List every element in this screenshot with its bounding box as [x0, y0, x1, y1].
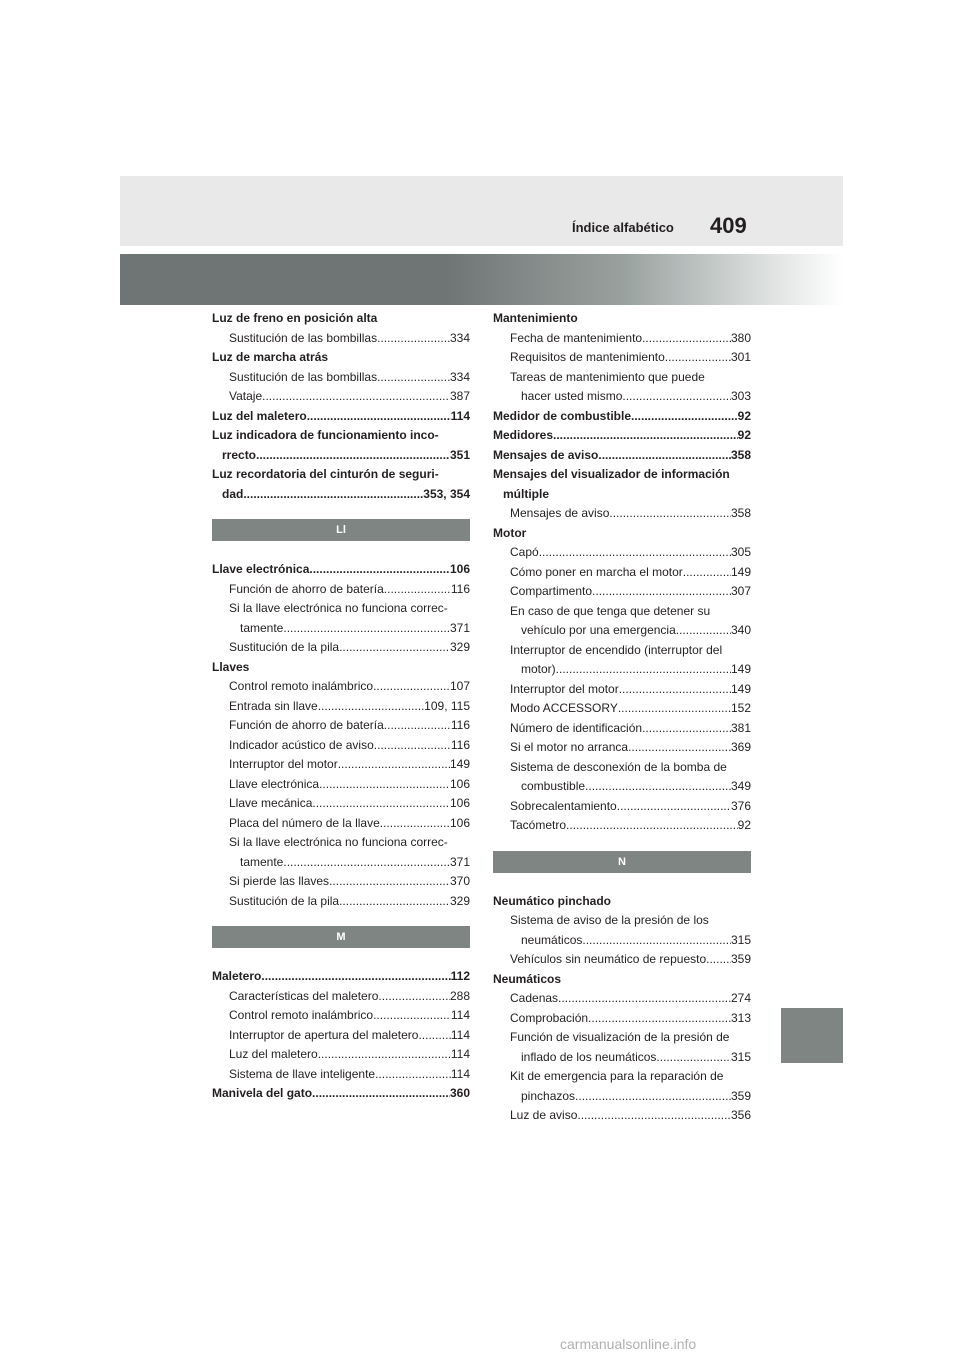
index-entry [212, 1045, 470, 1065]
index-entry-page: 106 [449, 776, 470, 791]
index-entry [493, 524, 751, 544]
leader-dots [656, 1048, 731, 1068]
leader-dots [312, 1084, 450, 1104]
index-entry-label: Motor [493, 525, 527, 540]
index-entry [493, 446, 751, 466]
leader-dots [329, 872, 450, 892]
index-entry-page: 149 [730, 564, 751, 579]
leader-dots [307, 407, 451, 427]
index-entry-label: Luz indicadora de funcionamiento inco- [212, 428, 439, 442]
index-entry-label: neumáticos [521, 932, 583, 947]
letter-divider: M [212, 926, 470, 948]
index-entry-label: vehículo por una emergencia [521, 623, 676, 637]
index-entry [212, 619, 470, 639]
leader-dots [309, 560, 450, 580]
index-entry [212, 446, 470, 466]
index-entry [212, 465, 470, 485]
leader-dots [558, 989, 731, 1009]
index-entry-page: 313 [730, 1010, 751, 1025]
index-entry-page: 334 [449, 369, 470, 384]
index-entry-label: Número de identificación [510, 720, 643, 735]
index-entry [212, 697, 470, 717]
index-entry [212, 814, 470, 834]
leader-dots [319, 775, 450, 795]
index-entry [212, 560, 470, 580]
index-entry-label: Manivela del gato [212, 1086, 313, 1100]
index-entry-label: rrecto [222, 447, 257, 462]
index-entry [212, 833, 470, 853]
index-entry [493, 950, 751, 970]
index-entry-page: 381 [730, 720, 751, 735]
leader-dots [418, 1026, 450, 1046]
leader-dots [384, 580, 451, 600]
leader-dots [566, 816, 738, 836]
index-entry-page: 340 [730, 623, 751, 637]
index-entry [212, 348, 470, 368]
index-entry-label: Luz de aviso [510, 1108, 578, 1122]
leader-dots [585, 777, 731, 797]
index-entry-label: Si pierde las llaves [229, 874, 330, 888]
index-entry-label: Mensajes de aviso [493, 447, 599, 462]
index-entry [212, 794, 470, 814]
index-entry-label: hacer usted mismo [521, 389, 623, 403]
leader-dots [377, 329, 450, 349]
leader-dots [384, 716, 451, 736]
index-entry [493, 738, 751, 758]
index-entry [212, 426, 470, 446]
leader-dots [318, 1045, 451, 1065]
index-entry [212, 872, 470, 892]
index-entry-page: 92 [737, 818, 751, 832]
leader-dots [598, 446, 731, 466]
index-entry-page: 288 [449, 988, 470, 1003]
leader-dots [617, 797, 731, 817]
index-entry-label: Vataje [229, 389, 263, 403]
index-entry-label: múltiple [503, 486, 550, 501]
index-entry [212, 1065, 470, 1085]
letter-divider: Ll [212, 519, 470, 541]
index-entry-label: Interruptor de encendido (interruptor del [510, 642, 723, 657]
leader-dots [243, 485, 423, 505]
index-entry-page: 149 [730, 681, 751, 696]
index-entry [493, 1106, 751, 1126]
index-column-right [493, 309, 751, 1126]
index-entry-label: Llave electrónica [229, 776, 320, 791]
leader-dots [256, 446, 450, 466]
leader-dots [374, 736, 451, 756]
index-entry [493, 970, 751, 990]
index-entry-label: Luz recordatoria del cinturón de seguri- [212, 467, 439, 481]
index-entry [493, 348, 751, 368]
leader-dots [283, 853, 450, 873]
index-entry-page: 351 [449, 447, 470, 462]
index-entry-label: Placa del número de la llave [229, 815, 380, 830]
index-entry-label: Interruptor del motor [510, 681, 619, 696]
index-entry [493, 465, 751, 485]
index-entry [212, 387, 470, 407]
leader-dots [539, 543, 731, 563]
index-entry-label: tamente [240, 620, 284, 635]
leader-dots [339, 638, 450, 658]
index-entry [493, 504, 751, 524]
index-entry-label: Sustitución de las bombillas [229, 330, 378, 345]
index-entry-label: Si la llave electrónica no funciona correc- [229, 835, 448, 849]
index-entry [212, 892, 470, 912]
index-entry-label: Si la llave electrónica no funciona correc- [229, 601, 448, 615]
index-entry-label: Sustitución de las bombillas [229, 369, 378, 384]
index-entry [212, 755, 470, 775]
index-entry-page: 114 [450, 1066, 470, 1081]
index-entry-page: 305 [730, 545, 751, 559]
index-entry-label: Indicador acústico de aviso [229, 737, 374, 752]
index-entry-label: Neumáticos [493, 971, 562, 986]
index-entry [493, 699, 751, 719]
index-entry [212, 599, 470, 619]
index-entry [212, 1006, 470, 1026]
index-entry-label: Comprobación [510, 1010, 589, 1025]
leader-dots [575, 1087, 731, 1107]
leader-dots [261, 967, 450, 987]
index-entry [493, 797, 751, 817]
index-entry [493, 1067, 751, 1087]
index-entry-page: 329 [449, 893, 470, 908]
index-entry [212, 716, 470, 736]
index-entry-label: Neumático pinchado [493, 893, 612, 908]
index-entry-label: Luz del maletero [212, 408, 307, 423]
leader-dots [283, 619, 450, 639]
index-entry [493, 1009, 751, 1029]
index-entry-page: 92 [737, 428, 751, 442]
index-entry-label: Medidores [493, 428, 554, 442]
leader-dots [380, 814, 450, 834]
index-entry-page: 116 [450, 737, 470, 752]
index-entry-page: 387 [449, 389, 470, 403]
index-entry-label: Sobrecalentamiento [510, 798, 617, 813]
index-entry [212, 329, 470, 349]
index-entry [493, 719, 751, 739]
index-entry [212, 638, 470, 658]
index-entry [493, 543, 751, 563]
index-entry [493, 368, 751, 388]
index-entry-page: 114 [450, 1027, 470, 1042]
leader-dots [339, 892, 450, 912]
index-entry [493, 309, 751, 329]
index-entry-page: 380 [730, 330, 751, 345]
index-entry [212, 775, 470, 795]
index-entry-label: Tareas de mantenimiento que puede [510, 369, 705, 384]
leader-dots [582, 931, 731, 951]
index-entry [493, 563, 751, 583]
index-entry-page: 109, 115 [424, 698, 470, 713]
index-entry-page: 376 [730, 798, 751, 813]
index-entry-page: 329 [449, 640, 470, 654]
leader-dots [642, 719, 731, 739]
index-entry [493, 426, 751, 446]
index-entry [493, 1048, 751, 1068]
index-entry-label: Capó [510, 545, 539, 559]
index-entry [212, 407, 470, 427]
index-entry [212, 736, 470, 756]
index-entry-page: 359 [730, 952, 751, 966]
index-entry [212, 309, 470, 329]
index-entry-label: Maletero [212, 969, 262, 983]
index-entry [493, 407, 751, 427]
index-entry [493, 387, 751, 407]
page-number: 409 [710, 213, 747, 238]
leader-dots [592, 582, 731, 602]
index-entry-page: 371 [449, 620, 470, 635]
index-entry-label: Compartimento [510, 584, 593, 598]
index-entry [493, 641, 751, 661]
index-entry [493, 777, 751, 797]
index-entry [212, 658, 470, 678]
index-entry-label: Control remoto inalámbrico [229, 1008, 374, 1022]
index-entry-page: 303 [730, 389, 751, 403]
leader-dots [262, 387, 450, 407]
leader-dots [622, 387, 731, 407]
index-entry-page: 371 [449, 854, 470, 869]
index-entry-label: Características del maletero [229, 988, 379, 1003]
index-entry [212, 580, 470, 600]
index-entry-page: 307 [730, 584, 751, 598]
index-entry-label: Llave mecánica [229, 796, 313, 810]
index-entry [212, 368, 470, 388]
leader-dots [373, 677, 450, 697]
index-entry-label: Entrada sin llave [229, 698, 318, 713]
index-entry-page: 114 [450, 1047, 470, 1061]
index-entry-label: Si el motor no arranca [510, 740, 629, 754]
leader-dots [588, 1009, 731, 1029]
index-entry [212, 967, 470, 987]
thumb-index-tab [781, 1008, 843, 1063]
index-column-left [212, 309, 470, 1104]
index-entry-page: 149 [730, 662, 751, 676]
leader-dots [553, 426, 738, 446]
index-entry [493, 1087, 751, 1107]
index-entry-page: 315 [730, 1049, 751, 1064]
index-entry-label: Luz del maletero [229, 1047, 318, 1061]
index-entry [493, 931, 751, 951]
index-entry [493, 660, 751, 680]
index-entry-label: Kit de emergencia para la reparación de [510, 1069, 724, 1083]
index-entry-label: Mensajes del visualizador de información [493, 467, 730, 481]
index-entry-label: Llaves [212, 659, 250, 674]
index-entry-page: 359 [730, 1088, 751, 1103]
leader-dots [377, 368, 450, 388]
index-entry-page: 149 [449, 757, 470, 771]
index-entry-label: En caso de que tenga que detener su [510, 603, 711, 618]
index-entry-label: Control remoto inalámbrico [229, 679, 374, 693]
index-entry-page: 116 [450, 718, 470, 732]
index-entry-label: Sustitución de la pila [229, 640, 340, 654]
index-entry-page: 353, 354 [423, 486, 470, 501]
index-entry-label: dad [222, 486, 244, 501]
index-entry-page: 358 [730, 447, 751, 462]
leader-dots [609, 504, 731, 524]
index-entry-label: combustible [521, 779, 586, 793]
index-entry [493, 911, 751, 931]
index-entry-label: Medidor de combustible [493, 408, 632, 423]
index-entry [493, 758, 751, 778]
index-entry-page: 107 [449, 679, 470, 693]
index-entry-page: 116 [450, 581, 470, 596]
index-entry [493, 892, 751, 912]
leader-dots [556, 660, 731, 680]
index-entry-page: 106 [449, 796, 470, 810]
index-entry [493, 816, 751, 836]
index-entry-label: Mantenimiento [493, 311, 578, 325]
letter-divider: N [493, 851, 751, 873]
index-entry-label: pinchazos [521, 1088, 576, 1103]
leader-dots [338, 755, 450, 775]
leader-dots [676, 621, 731, 641]
leader-dots [628, 738, 731, 758]
index-entry-label: tamente [240, 854, 284, 869]
index-entry-page: 356 [730, 1108, 751, 1122]
index-entry [212, 1084, 470, 1104]
section-title: Índice alfabético [572, 220, 674, 235]
leader-dots [665, 348, 731, 368]
index-entry [212, 987, 470, 1007]
index-entry-label: Función de visualización de la presión de [510, 1030, 730, 1044]
index-entry-label: Sistema de aviso de la presión de los [510, 913, 709, 927]
index-entry-label: Función de ahorro de batería [229, 718, 384, 732]
index-entry [212, 485, 470, 505]
index-entry-label: Mensajes de aviso [510, 506, 610, 520]
index-entry-page: 301 [730, 350, 751, 364]
index-entry-page: 106 [449, 815, 470, 830]
index-entry-page: 274 [730, 991, 751, 1005]
index-entry-label: Función de ahorro de batería [229, 581, 384, 596]
index-entry [212, 1026, 470, 1046]
index-entry [493, 485, 751, 505]
index-entry-page: 114 [450, 408, 470, 423]
index-entry-label: inflado de los neumáticos [521, 1049, 657, 1064]
index-entry-page: 112 [450, 969, 470, 983]
leader-dots [631, 407, 738, 427]
index-entry [212, 853, 470, 873]
index-entry-label: Fecha de mantenimiento [510, 330, 643, 345]
leader-dots [375, 1065, 451, 1085]
index-entry [493, 621, 751, 641]
index-entry-page: 334 [449, 330, 470, 345]
index-entry-label: Modo ACCESSORY [510, 701, 618, 715]
leader-dots [373, 1006, 451, 1026]
index-entry-page: 349 [730, 779, 751, 793]
index-entry-page: 360 [449, 1086, 470, 1100]
index-entry [493, 1028, 751, 1048]
leader-dots [683, 563, 731, 583]
index-entry-label: Luz de freno en posición alta [212, 311, 378, 325]
index-entry [493, 680, 751, 700]
index-entry [493, 989, 751, 1009]
index-entry-page: 369 [730, 740, 751, 754]
leader-dots [642, 329, 731, 349]
leader-dots [618, 699, 731, 719]
index-entry-label: Interruptor del motor [229, 757, 338, 771]
index-entry-page: 370 [449, 874, 470, 888]
leader-dots [378, 987, 450, 1007]
index-entry-label: Requisitos de mantenimiento [510, 350, 665, 364]
leader-dots [318, 697, 424, 717]
index-entry-label: Llave electrónica [212, 562, 310, 576]
index-entry-label: Sistema de desconexión de la bomba de [510, 759, 727, 774]
leader-dots [706, 950, 731, 970]
index-entry-label: Tacómetro [510, 818, 567, 832]
index-entry-page: 92 [737, 408, 751, 423]
index-entry-page: 152 [730, 701, 751, 715]
index-entry-page: 315 [730, 932, 751, 947]
index-entry [212, 677, 470, 697]
index-entry-page: 114 [450, 1008, 470, 1022]
index-entry-page: 358 [730, 506, 751, 520]
watermark: carmanualsonline.info [560, 1336, 697, 1352]
index-entry-label: Interruptor de apertura del maletero [229, 1027, 419, 1042]
leader-dots [312, 794, 450, 814]
index-entry-page: 106 [449, 562, 470, 576]
index-entry [493, 329, 751, 349]
index-entry-label: Cadenas [510, 991, 559, 1005]
index-entry-label: Sistema de llave inteligente [229, 1066, 376, 1081]
leader-dots [619, 680, 731, 700]
index-entry-label: motor) [521, 662, 556, 676]
index-entry-label: Luz de marcha atrás [212, 350, 329, 364]
index-entry [493, 602, 751, 622]
index-entry [493, 582, 751, 602]
index-entry-label: Sustitución de la pila [229, 893, 340, 908]
index-entry-label: Cómo poner en marcha el motor [510, 564, 683, 579]
index-entry-label: Vehículos sin neumático de repuesto [510, 952, 707, 966]
header-gradient-bar [120, 254, 843, 305]
leader-dots [577, 1106, 731, 1126]
